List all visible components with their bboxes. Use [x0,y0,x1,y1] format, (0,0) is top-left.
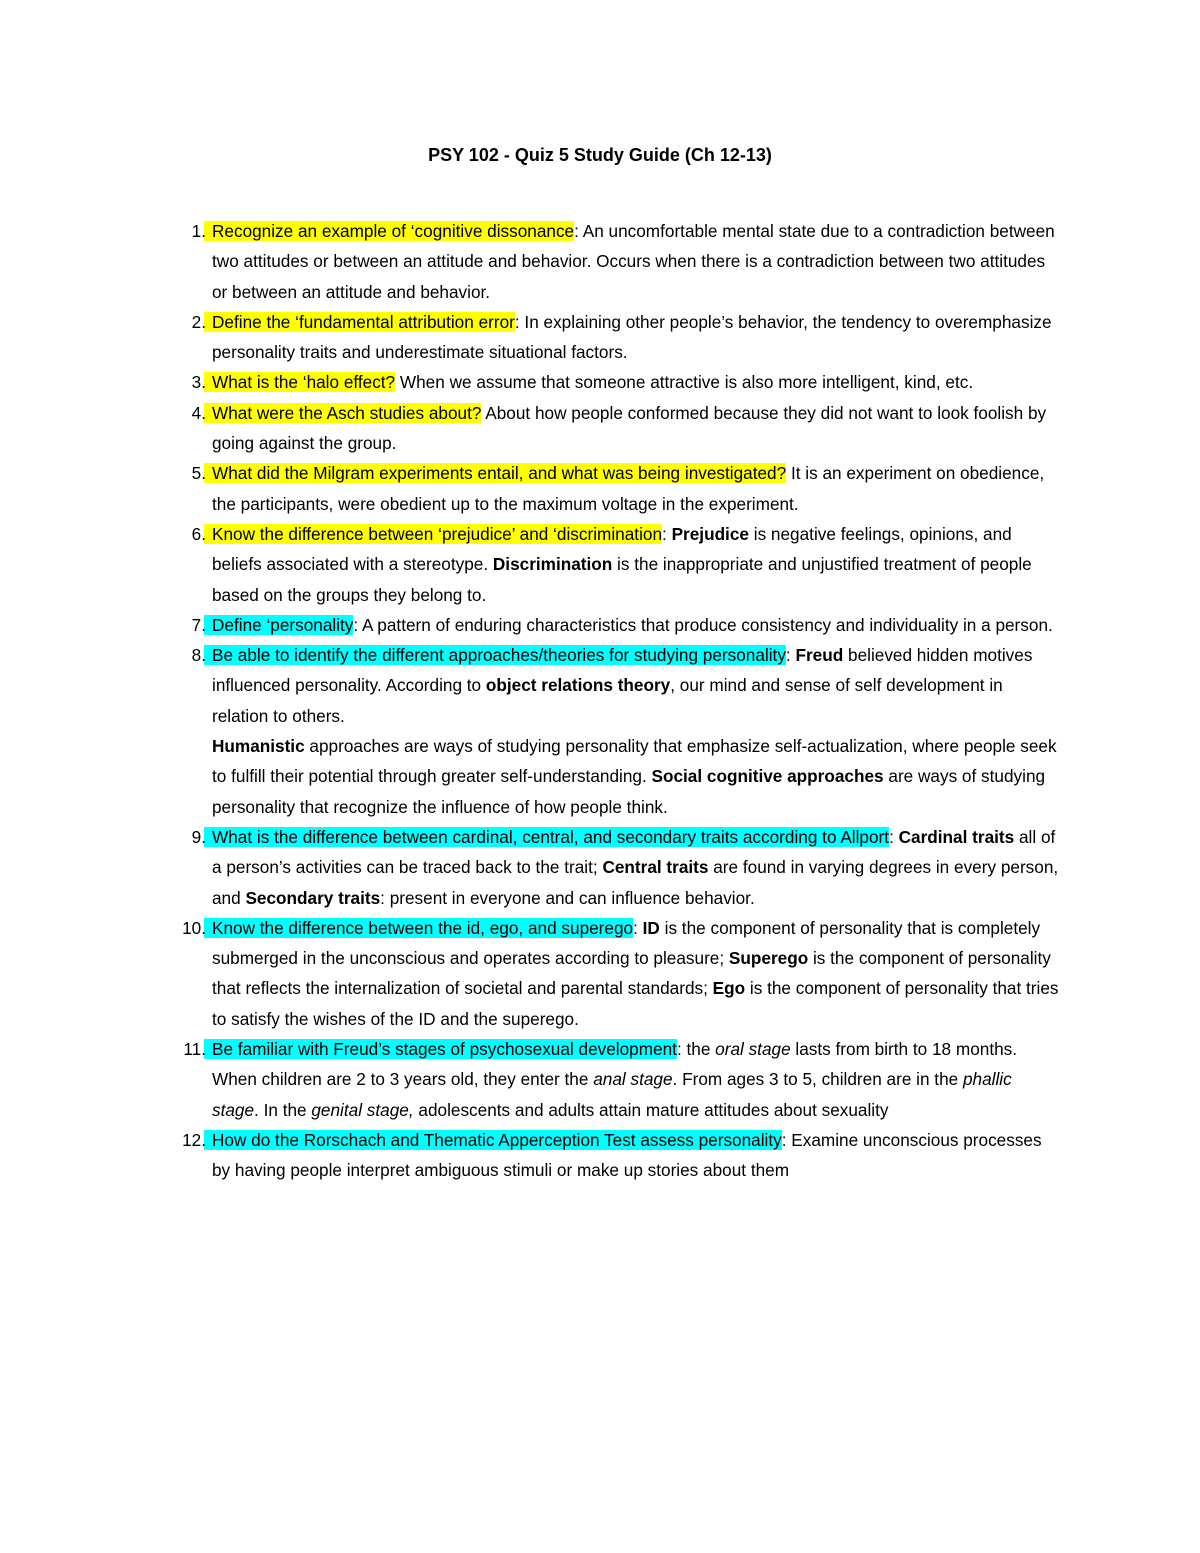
answer-text: adolescents and adults attain mature attitudes about sexuality [413,1099,889,1120]
item-number: 7. [191,614,206,635]
answer-text: is the component of personality that tries to satisfy the wishes of the ID and the superego. [212,978,1059,1029]
answer-text: It is an experiment on obedience, the participants, were obedient up to the maximum voltage in the experiment. [212,463,1045,514]
study-guide-list [182,216,1060,1186]
answer-text: is the component of personality that reflects the internalization of societal and parental standards; [212,948,1051,999]
bold-term: Central traits [602,857,709,878]
item-number: 12. [182,1129,206,1150]
item-number: 2. [191,311,206,332]
answer-text: all of a person’s activities can be traced back to the trait; [212,826,1056,878]
item-number: 8. [191,645,206,666]
italic-term: oral stage [715,1039,791,1060]
bold-term: Ego [712,978,746,999]
question-highlight: Be able to identify the different approaches/theories for studying personality [204,645,786,665]
bold-term: Humanistic [212,736,305,757]
answer-text: , our mind and sense of self development in relation to others. [212,675,1003,726]
list-item [191,307,1060,368]
answer-text: : the [676,1039,716,1060]
bold-term: Cardinal traits [898,826,1015,847]
answer-text: : A pattern of enduring characteristics that produce consistency and individuality in a person. [353,614,1053,635]
list-item [191,640,1060,822]
question-highlight: What is the difference between cardinal, central, and secondary traits according to Allport [204,827,889,847]
bold-term: Social cognitive approaches [651,766,884,787]
question-highlight: Recognize an example of ‘cognitive dissonance [204,221,574,241]
question-highlight: Define the ‘fundamental attribution error [204,312,515,332]
italic-term: phallic stage [212,1069,1012,1120]
list-item [183,1034,1060,1125]
list-item [182,1125,1060,1186]
bold-term: Secondary traits [245,887,381,908]
italic-term: anal stage [593,1069,673,1090]
answer-text: lasts from birth to 18 months. When children are 2 to 3 years old, they enter the [212,1039,1018,1090]
answer-text: : [785,645,796,666]
question-highlight: What were the Asch studies about? [204,403,481,423]
list-item [191,822,1060,913]
list-item [191,398,1060,459]
answer-text: is the component of personality that is completely submerged in the unconscious and operates according to pleasure; [212,917,1041,969]
question-highlight: How do the Rorschach and Thematic Apperception Test assess personality [204,1130,782,1150]
answer-text: : An uncomfortable mental state due to a contradiction between two attitudes or between an attitude and behavior. Occurs when there is a contradiction between two attitudes or between an attitude and behavior. [212,221,1055,302]
answer-text: : [633,917,643,938]
answer-text: : Examine unconscious processes by having people interpret ambiguous stimuli or make up stories about them [212,1129,1042,1181]
question-highlight: Know the difference between the id, ego, and superego [204,918,633,938]
list-item [191,610,1060,640]
answer-text: approaches are ways of studying personality that emphasize self-actualization, where people seek to fulfill their potential through greater self-understanding. [212,736,1057,787]
answer-text: believed hidden motives influenced personality. According to [212,645,1033,696]
bold-term: object relations theory [485,675,671,696]
answer-text: is negative feelings, opinions, and beliefs associated with a stereotype. [212,523,1012,575]
item-number: 6. [191,523,206,544]
list-item [182,913,1060,1034]
list-item [191,519,1060,610]
answer-text: : [889,826,899,847]
question-highlight: What did the Milgram experiments entail, and what was being investigated? [204,463,786,483]
bold-term: Discrimination [492,554,613,575]
list-item [191,367,1060,397]
item-number: 5. [191,463,206,484]
list-item [191,216,1060,307]
question-highlight: Be familiar with Freud’s stages of psychosexual development [204,1039,677,1059]
list-item [191,458,1060,519]
answer-text: : [662,523,672,544]
item-number: 4. [191,402,206,423]
item-number: 10. [182,917,206,938]
answer-text: : present in everyone and can influence behavior. [380,887,755,908]
bold-term: Freud [795,645,844,666]
bold-term: Prejudice [671,523,749,544]
item-number: 11. [183,1039,206,1060]
bold-term: ID [642,917,660,938]
answer-text: : In explaining other people’s behavior, the tendency to overemphasize personality traits and underestimate situational factors. [212,311,1052,363]
answer-text: is the inappropriate and unjustified treatment of people based on the groups they belong to. [212,554,1032,605]
answer-text: are found in varying degrees in every person, and [212,857,1059,908]
answer-text: About how people conformed because they did not want to look foolish by going against the group. [212,402,1047,454]
question-highlight: Define ‘personality [204,615,353,635]
answer-text: are ways of studying personality that recognize the influence of how people think. [212,766,1046,817]
question-highlight: Know the difference between ‘prejudice’ and ‘discrimination [204,524,662,544]
answer-text: . From ages 3 to 5, children are in the [672,1069,963,1090]
page-title: PSY 102 - Quiz 5 Study Guide (Ch 12-13) [428,145,772,165]
answer-text: . In the [254,1099,312,1120]
bold-term: Superego [728,948,809,969]
item-number: 1. [191,221,206,241]
italic-term: genital stage, [311,1099,414,1120]
question-highlight: What is the ‘halo effect? [204,372,395,392]
item-number: 3. [191,372,206,393]
answer-text: When we assume that someone attractive is also more intelligent, kind, etc. [395,372,974,393]
item-number: 9. [191,826,206,847]
